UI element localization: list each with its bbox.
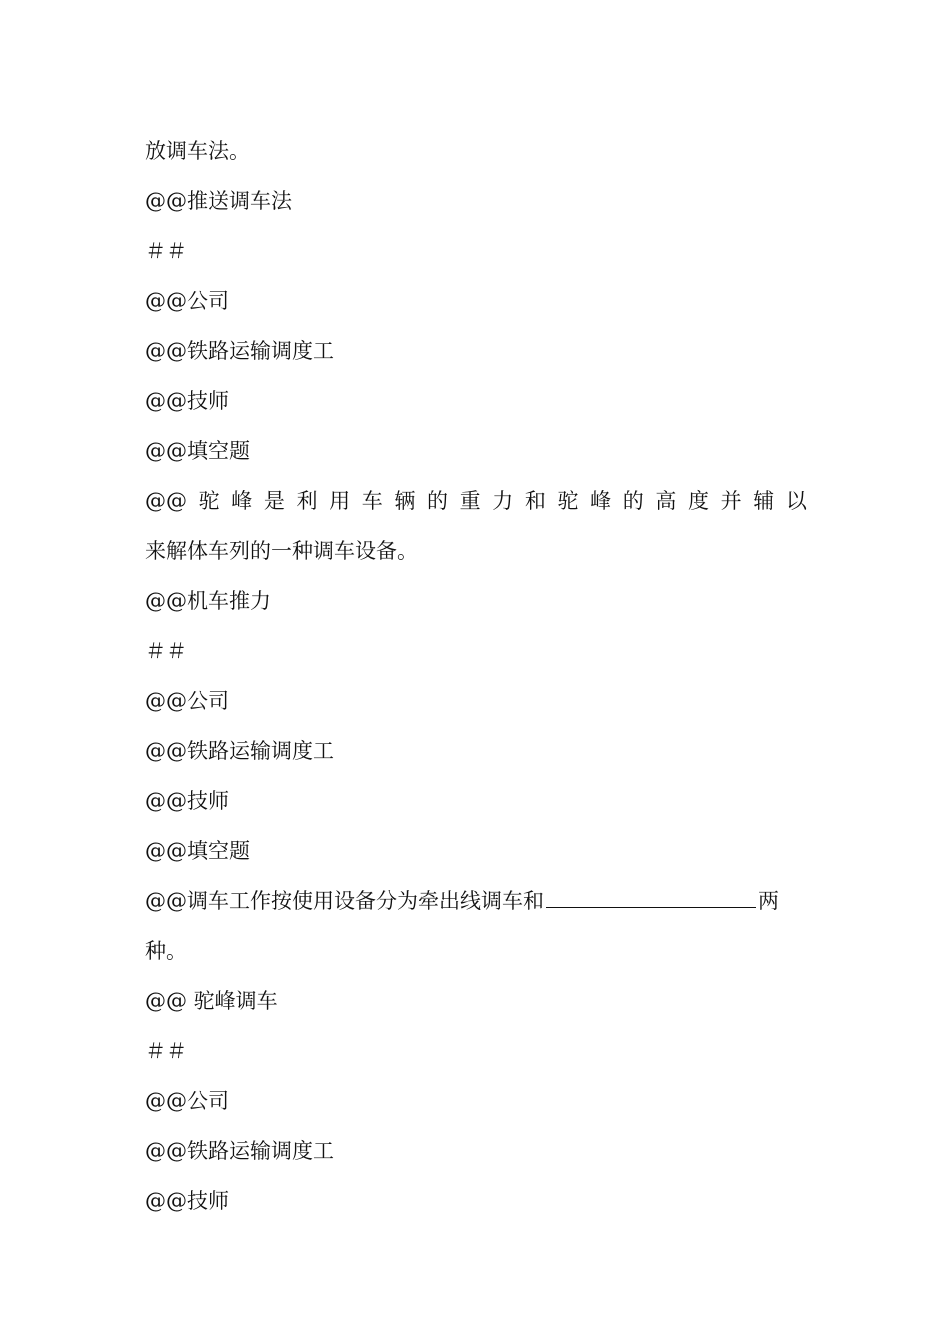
company-line: @@公司 <box>145 289 229 313</box>
question-token: 重 <box>459 489 481 513</box>
job-line: @@铁路运输调度工 <box>145 1139 334 1163</box>
question-token: 车 <box>361 489 383 513</box>
question-token: 力 <box>492 489 514 513</box>
company-line: @@公司 <box>145 689 229 713</box>
answer-line: @@机车推力 <box>145 589 271 613</box>
question-token: 是 <box>263 489 285 513</box>
text-line: 来解体车列的一种调车设备。 <box>145 539 418 563</box>
question-text: @@调车工作按使用设备分为牵出线调车和 <box>145 889 544 913</box>
question-token: 辅 <box>753 489 775 513</box>
type-line: @@填空题 <box>145 439 250 463</box>
company-line: @@公司 <box>145 1089 229 1113</box>
job-line: @@铁路运输调度工 <box>145 739 334 763</box>
question-text-end: 两 <box>758 889 779 913</box>
level-line: @@技师 <box>145 389 229 413</box>
question-token: 峰 <box>590 489 612 513</box>
question-token: 驼 <box>557 489 579 513</box>
level-line: @@技师 <box>145 789 229 813</box>
question-token: 高 <box>655 489 677 513</box>
question-token: @@ <box>145 489 187 513</box>
question-token: 度 <box>688 489 709 513</box>
question-token: 用 <box>329 489 351 513</box>
answer-blank <box>546 887 756 908</box>
question-token: 利 <box>296 489 318 513</box>
type-line: @@填空题 <box>145 839 250 863</box>
question-token: 的 <box>427 489 448 513</box>
answer-line: @@ 驼峰调车 <box>145 989 278 1013</box>
separator-line: ＃＃ <box>145 639 187 663</box>
question-token: 辆 <box>394 489 416 513</box>
question-token: 和 <box>524 489 546 513</box>
question-token: 的 <box>622 489 644 513</box>
text-line: 放调车法。 <box>145 139 250 163</box>
job-line: @@铁路运输调度工 <box>145 339 334 363</box>
separator-line: ＃＃ <box>145 1039 187 1063</box>
question-line-justified <box>145 486 807 516</box>
question-token: 峰 <box>231 489 253 513</box>
level-line: @@技师 <box>145 1189 229 1213</box>
question-token: 驼 <box>198 489 220 513</box>
question-line-blank <box>145 886 807 916</box>
separator-line: ＃＃ <box>145 239 187 263</box>
text-line: 种。 <box>145 939 187 963</box>
answer-line: @@推送调车法 <box>145 189 292 213</box>
question-token: 以 <box>785 489 807 513</box>
question-token: 并 <box>720 489 742 513</box>
